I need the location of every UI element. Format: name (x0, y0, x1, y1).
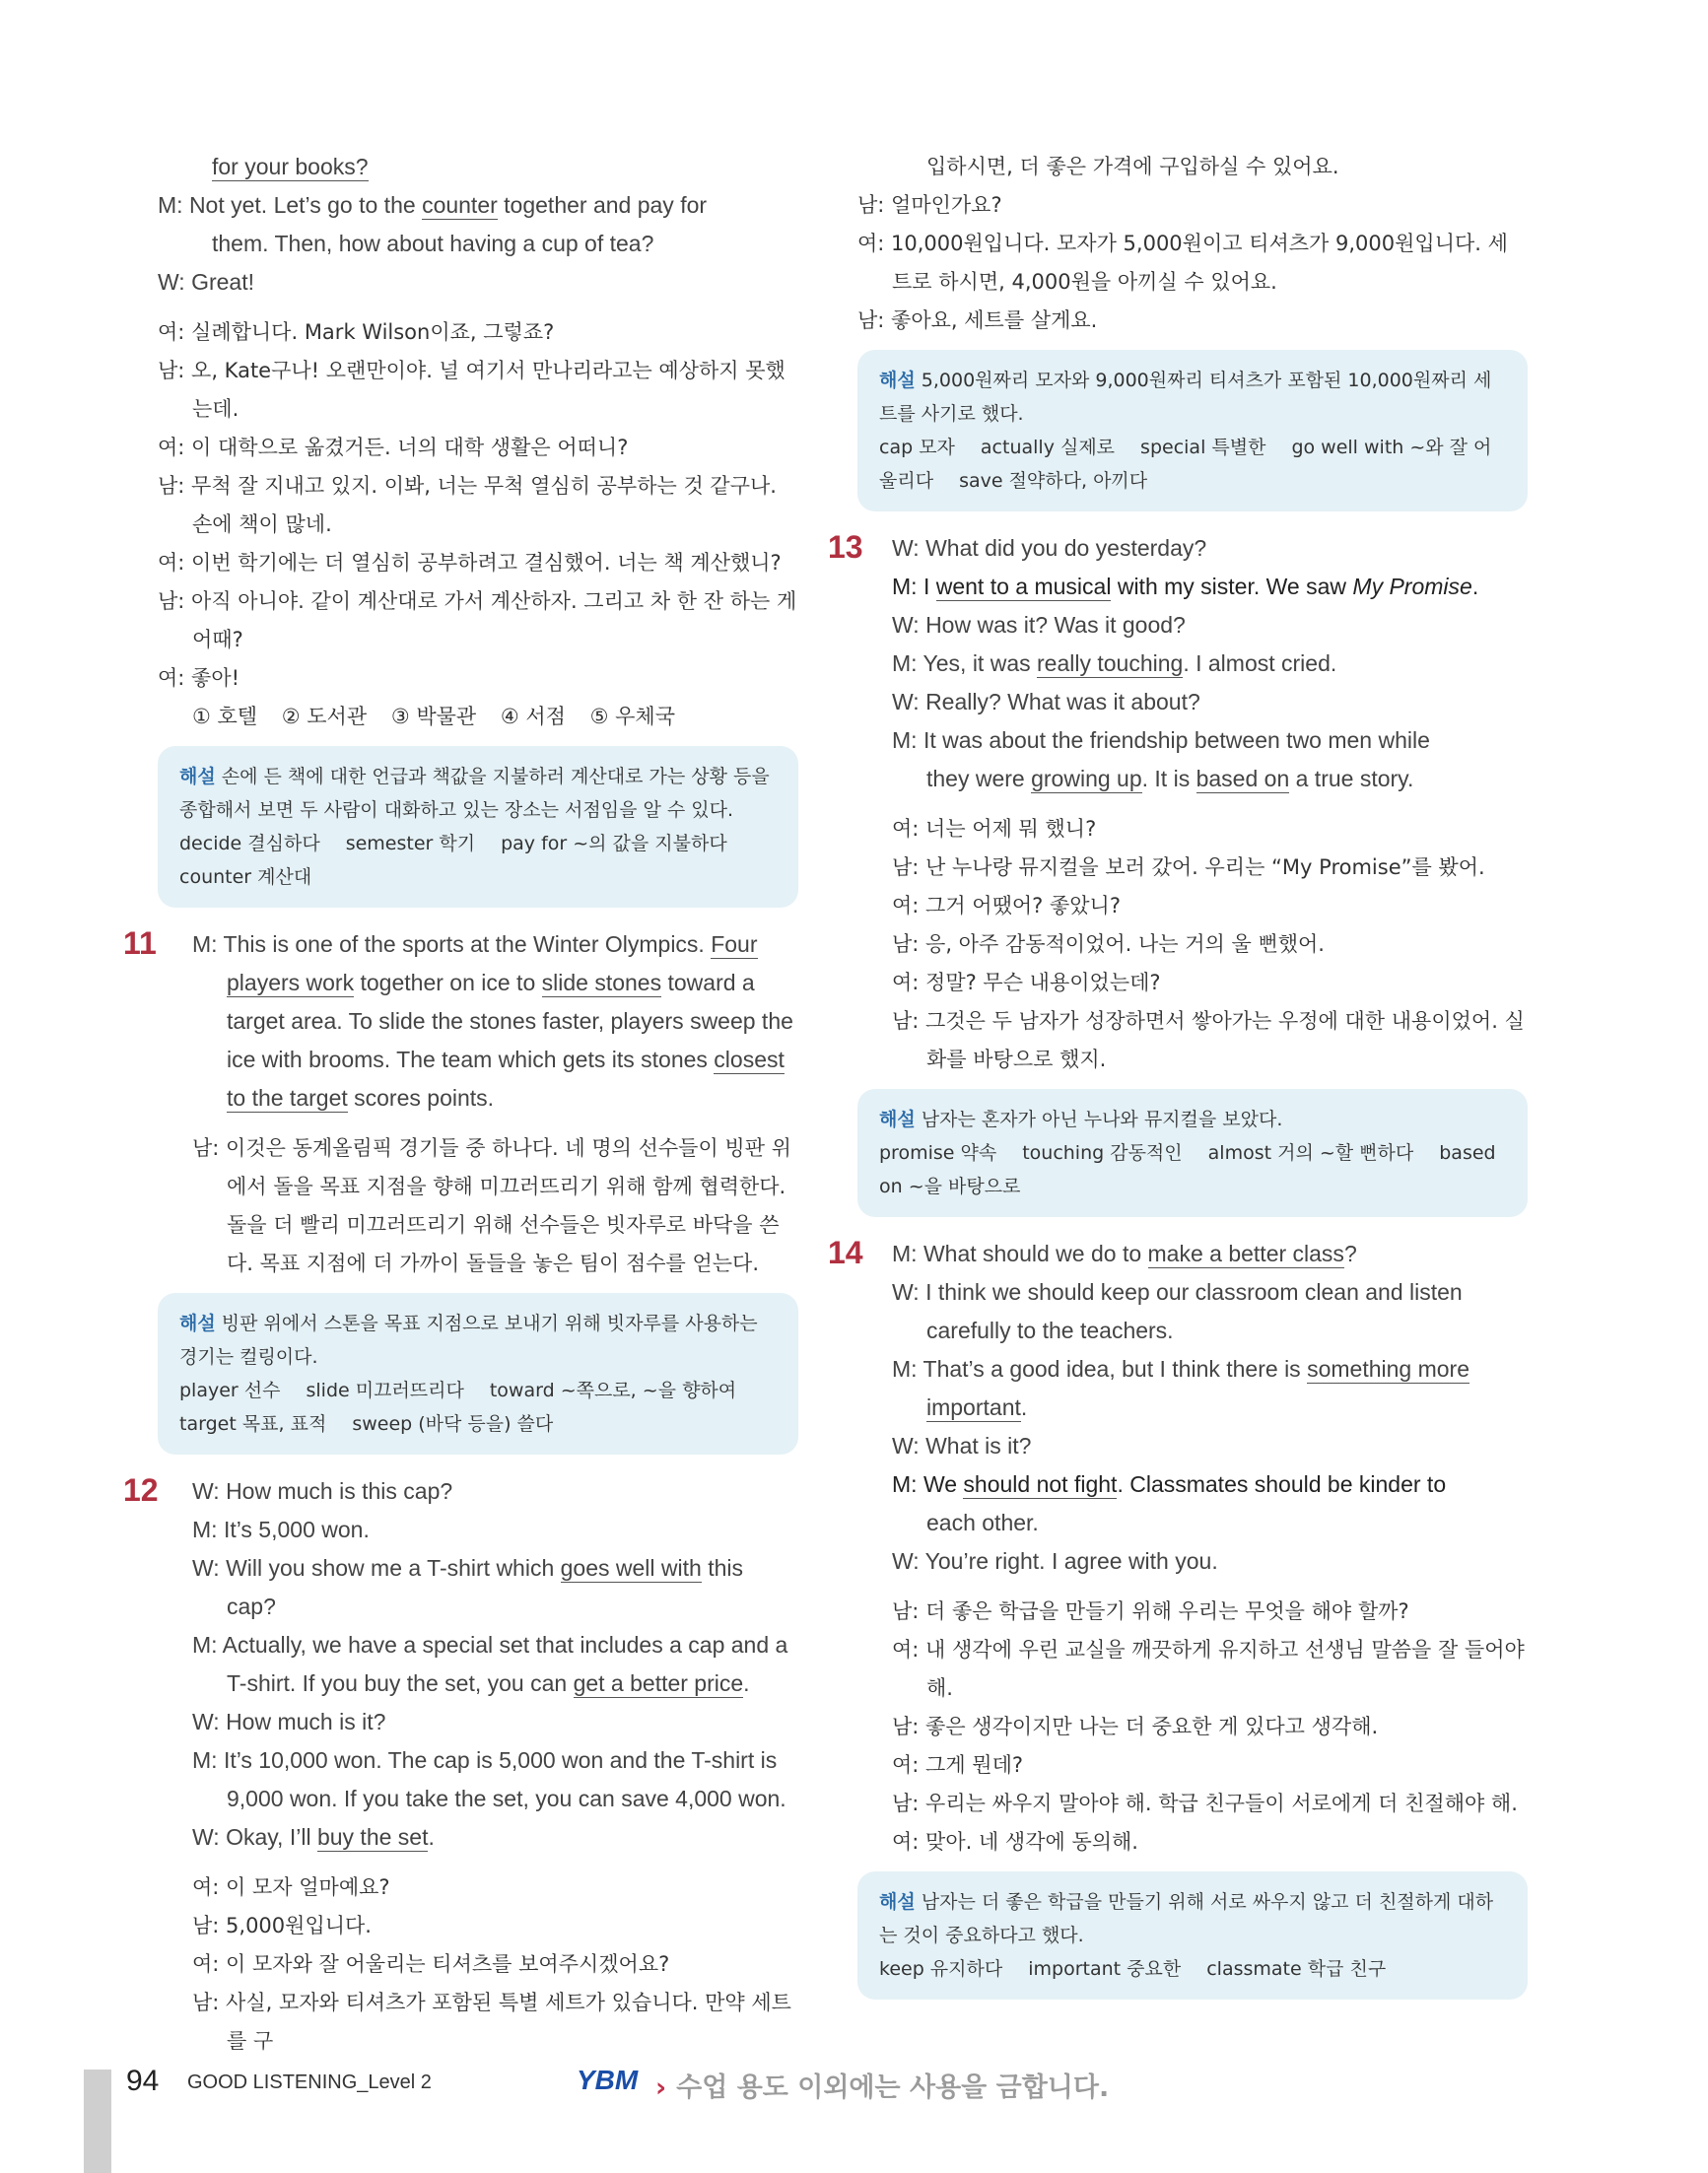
question-12 (123, 1472, 798, 2061)
question-13 (828, 529, 1528, 1217)
left-column (123, 148, 798, 2061)
brand-logo: YBM (577, 2065, 639, 2095)
script-line: M: Yes, it was really touching. I almost cried. (892, 650, 1337, 676)
script-line: they were growing up. It is based on a true story. (926, 766, 1414, 791)
translation-line: 남: 아직 아니야. 같이 계산대로 가서 계산하자. 그리고 차 한 잔 하는 게 어때? (158, 589, 797, 651)
footer-side-bar (84, 2070, 111, 2173)
vocab-item: based on ~을 바탕으로 (879, 1142, 1496, 1197)
script-line: W: Really? What was it about? (892, 689, 1200, 714)
usage-notice (655, 2066, 1109, 2104)
script-line: M: Not yet. Let’s go to the counter together and pay for (158, 192, 708, 218)
explanation-box (857, 350, 1528, 511)
vocab-item: decide 결심하다 (179, 833, 320, 854)
vocab-item: cap 모자 (879, 437, 955, 458)
explanation-label: 해설 (879, 370, 916, 391)
explanation-label: 해설 (179, 766, 216, 787)
book-title: GOOD LISTENING_Level 2 (187, 2071, 432, 2093)
explanation-label: 해설 (879, 1891, 916, 1913)
translation-line: 여: 정말? 무슨 내용이었는데? (892, 971, 1161, 994)
vocab-item: important 중요한 (1028, 1958, 1182, 1980)
vocab-item: toward ~쪽으로, ~을 향하여 (489, 1380, 737, 1401)
script-line: M: I went to a musical with my sister. We saw My Promise. (892, 574, 1479, 599)
script-line: M: We should not fight. Classmates should be kinder to (892, 1471, 1447, 1497)
script-line: W: What did you do yesterday? (892, 535, 1207, 561)
translation-line: 남: 이것은 동계올림픽 경기들 중 하나다. 네 명의 선수들이 빙판 위에서 돌을 목표 지점을 향해 미끄러뜨리기 위해 함께 협력한다. 돌을 더 빨리 미끄러뜨리기 위해 선수들은 빗자루로 바닥을 쓴다. 목표 지점에 더 가까이 돌들을 놓은 팀이 점수를 얻는다. (192, 1136, 791, 1275)
script-line: M: What should we do to make a better class? (892, 1241, 1357, 1266)
translation-line: 남: 그것은 두 남자가 성장하면서 쌓아가는 우정에 대한 내용이었어. 실화를 바탕으로 했지. (892, 1009, 1525, 1071)
right-column (828, 148, 1528, 2017)
script-line: W: You’re right. I agree with you. (892, 1548, 1218, 1574)
script-line: each other. (926, 1510, 1039, 1535)
question-number: 12 (123, 1472, 159, 1508)
page-number: 94 (126, 2065, 160, 2097)
translation-line: 남: 우리는 싸우지 말아야 해. 학급 친구들이 서로에게 더 친절해야 해. (892, 1792, 1518, 1815)
translation-line: 남: 난 누나랑 뮤지컬을 보러 갔어. 우리는 “My Promise”를 봤어. (892, 855, 1485, 879)
explanation-box (158, 746, 798, 908)
translation-line: 남: 5,000원입니다. (192, 1914, 372, 1937)
explanation-box (857, 1871, 1528, 2000)
vocab-item: touching 감동적인 (1022, 1142, 1183, 1164)
script-line: W: Great! (158, 269, 254, 295)
vocab-item: almost 거의 ~할 뻔하다 (1207, 1142, 1414, 1164)
vocab-list (879, 1952, 1506, 1986)
choice: ⑤ 우체국 (589, 705, 675, 728)
translation-line: 남: 무척 잘 지내고 있지. 이봐, 너는 무척 열심히 공부하는 것 같구나. 손에 책이 많네. (158, 474, 777, 536)
vocab-item: go well with ~와 잘 어울리다 (879, 437, 1492, 492)
script-line: important. (926, 1394, 1028, 1420)
question-number: 11 (123, 925, 157, 961)
translation-line: 여: 10,000원입니다. 모자가 5,000원이고 티셔츠가 9,000원입니다. 세트로 하시면, 4,000원을 아끼실 수 있어요. (857, 232, 1508, 294)
translation-line: 여: 이 대학으로 옮겼거든. 너의 대학 생활은 어떠니? (158, 436, 629, 459)
translation-line: 남: 응, 아주 감동적이었어. 나는 거의 울 뻔했어. (892, 932, 1325, 956)
translation-line: 남: 좋아요, 세트를 살게요. (857, 308, 1098, 332)
vocab-item: save 절약하다, 아끼다 (959, 470, 1148, 492)
question-11 (123, 925, 798, 1455)
choice: ② 도서관 (281, 705, 368, 728)
vocab-item: actually 실제로 (980, 437, 1116, 458)
explanation-text: 손에 든 책에 대한 언급과 책값을 지불하러 계산대로 가는 상황 등을 종합해서 보면 두 사람이 대화하고 있는 장소는 서점임을 알 수 있다. (179, 766, 770, 821)
choice: ① 호텔 (192, 705, 258, 728)
translation-line: 남: 좋은 생각이지만 나는 더 중요한 게 있다고 생각해. (892, 1715, 1379, 1738)
script-line: ice with brooms. The team which gets its stones closest (227, 1047, 785, 1072)
vocab-item: keep 유지하다 (879, 1958, 1003, 1980)
notice-text: 수업 용도 이외에는 사용을 금합니다. (676, 2072, 1110, 2103)
script-line: M: It’s 10,000 won. The cap is 5,000 won and the T-shirt is (192, 1747, 778, 1773)
translation-line: 여: 이번 학기에는 더 열심히 공부하려고 결심했어. 너는 책 계산했니? (158, 551, 782, 575)
vocab-item: counter 계산대 (179, 866, 312, 888)
vocab-list (879, 1136, 1506, 1203)
vocab-item: classmate 학급 친구 (1206, 1958, 1387, 1980)
script-line: W: How much is it? (192, 1709, 386, 1734)
translation-line: 여: 내 생각에 우린 교실을 깨끗하게 유지하고 선생님 말씀을 잘 들어야 해. (892, 1638, 1525, 1700)
translation-line: 남: 얼마인가요? (857, 193, 1002, 217)
script-line: W: Will you show me a T-shirt which goes well with this cap? (192, 1555, 744, 1619)
question-number: 14 (828, 1235, 863, 1270)
choice: ③ 박물관 (390, 705, 477, 728)
vocab-item: special 특별한 (1140, 437, 1266, 458)
vocab-item: pay for ~의 값을 지불하다 (501, 833, 727, 854)
script-line: M: This is one of the sports at the Winter Olympics. Four (192, 931, 758, 957)
script-line: M: It’s 5,000 won. (192, 1517, 370, 1542)
translation-line: 남: 더 좋은 학급을 만들기 위해 우리는 무엇을 해야 할까? (892, 1599, 1409, 1623)
script-line: W: I think we should keep our classroom clean and listen (892, 1279, 1463, 1305)
explanation-text: 남자는 혼자가 아닌 누나와 뮤지컬을 보았다. (921, 1109, 1283, 1130)
script-line: M: It was about the friendship between two men while (892, 727, 1430, 753)
script-line: to the target scores points. (227, 1085, 495, 1111)
explanation-text: 빙판 위에서 스톤을 목표 지점으로 보내기 위해 빗자루를 사용하는 경기는 컬링이다. (179, 1313, 758, 1368)
vocab-list (179, 1374, 777, 1441)
translation-line: 여: 이 모자 얼마예요? (192, 1875, 390, 1899)
translation-line: 여: 좋아! (158, 666, 240, 690)
script-line: W: How was it? Was it good? (892, 612, 1186, 638)
script-line: target area. To slide the stones faster, players sweep the (227, 1008, 793, 1034)
vocab-item: slide 미끄러뜨리다 (306, 1380, 464, 1401)
script-line: them. Then, how about having a cup of tea? (212, 231, 654, 256)
script-line: W: What is it? (892, 1433, 1032, 1459)
vocab-list (879, 431, 1506, 498)
script-line: 9,000 won. If you take the set, you can save 4,000 won. (227, 1786, 786, 1811)
explanation-box (158, 1293, 798, 1455)
translation-line: 여: 맞아. 네 생각에 동의해. (892, 1830, 1138, 1854)
translation-line: 여: 실례합니다. Mark Wilson이죠, 그렇죠? (158, 320, 555, 344)
translation-line: 여: 너는 어제 뭐 했니? (892, 817, 1097, 841)
translation-line: 여: 이 모자와 잘 어울리는 티셔츠를 보여주시겠어요? (192, 1952, 670, 1976)
explanation-label: 해설 (879, 1109, 916, 1130)
script-line: T-shirt. If you buy the set, you can get a better price. (227, 1670, 750, 1696)
translation-line: 여: 그거 어땠어? 좋았니? (892, 894, 1121, 917)
script-line: carefully to the teachers. (926, 1318, 1174, 1343)
script-line: M: Actually, we have a special set that includes a cap and a (192, 1632, 788, 1658)
question-14 (828, 1235, 1528, 2000)
vocab-item: sweep (바닥 등을) 쓸다 (352, 1413, 554, 1435)
chevron-right-icon: › (655, 2072, 667, 2103)
explanation-box (857, 1089, 1528, 1217)
script-line: players work together on ice to slide stones toward a (227, 970, 755, 995)
explanation-label: 해설 (179, 1313, 216, 1334)
question-number: 13 (828, 529, 863, 565)
vocab-item: semester 학기 (345, 833, 476, 854)
vocab-list (179, 827, 777, 894)
script-line: W: How much is this cap? (192, 1478, 453, 1504)
explanation-text: 남자는 더 좋은 학급을 만들기 위해 서로 싸우지 않고 더 친절하게 대하는 것이 중요하다고 했다. (879, 1891, 1494, 1946)
script-line: for your books? (212, 154, 369, 179)
script-line: M: That’s a good idea, but I think there is something more (892, 1356, 1469, 1382)
explanation-text: 5,000원짜리 모자와 9,000원짜리 티셔츠가 포함된 10,000원짜리 세트를 사기로 했다. (879, 370, 1492, 425)
translation-line: 여: 그게 뭔데? (892, 1753, 1024, 1777)
answer-choices (158, 698, 798, 736)
translation-line: 남: 사실, 모자와 티셔츠가 포함된 특별 세트가 있습니다. 만약 세트를 구 (192, 1991, 791, 2053)
choice: ④ 서점 (500, 705, 566, 728)
translation-line: 남: 오, Kate구나! 오랜만이야. 널 여기서 만나리라고는 예상하지 못했는데. (158, 359, 786, 421)
script-line: W: Okay, I’ll buy the set. (192, 1824, 435, 1850)
translation-line: 입하시면, 더 좋은 가격에 구입하실 수 있어요. (926, 155, 1339, 178)
vocab-item: player 선수 (179, 1380, 281, 1401)
vocab-item: target 목표, 표적 (179, 1413, 327, 1435)
vocab-item: promise 약속 (879, 1142, 997, 1164)
